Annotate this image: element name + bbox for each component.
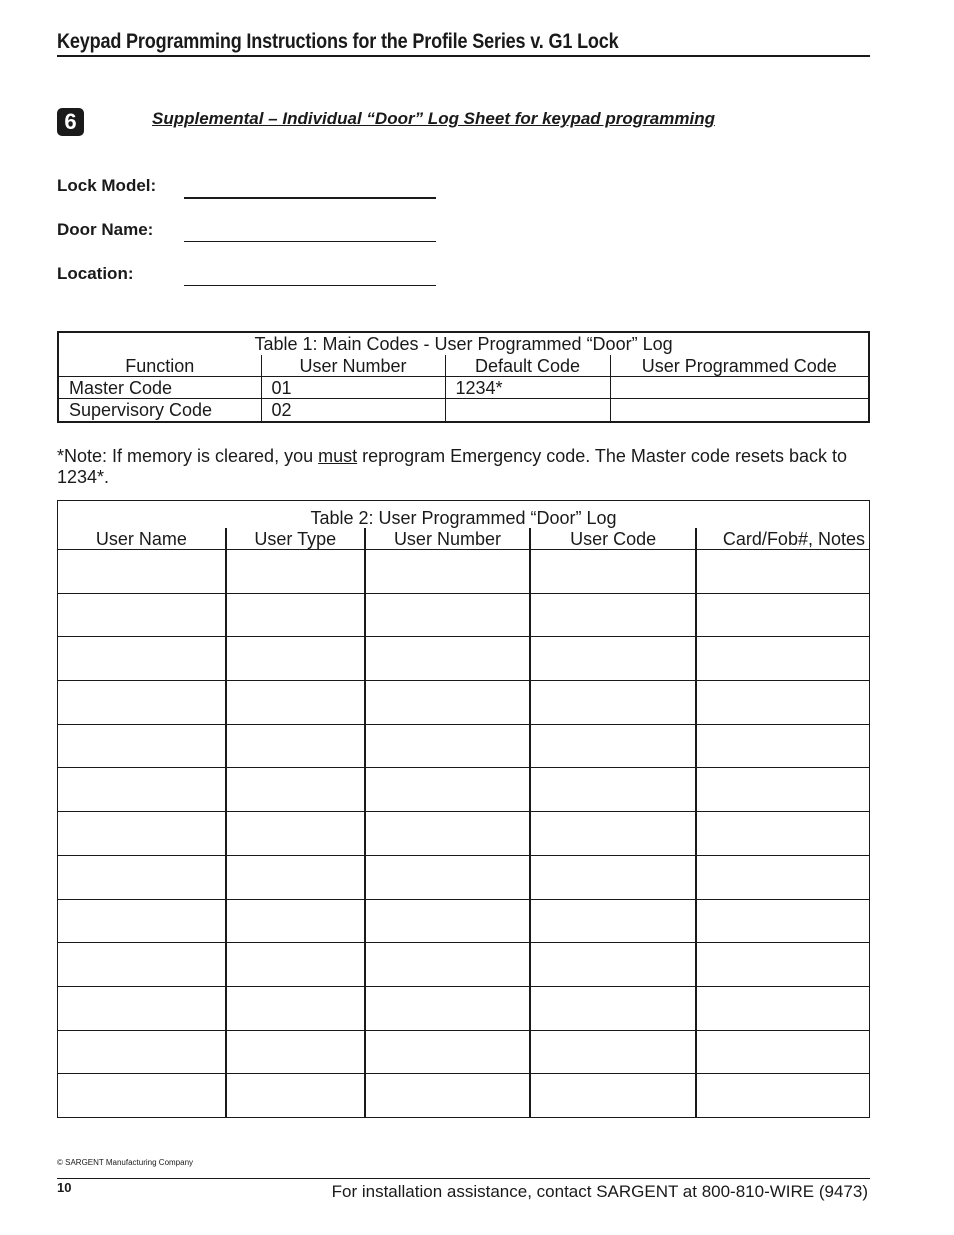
blank-log-cell [226,1030,365,1074]
footer-contact: For installation assistance, contact SARGENT at 800-810-WIRE (9473) [331,1182,868,1201]
location-line [184,285,436,286]
blank-log-cell [226,768,365,812]
blank-log-row [58,593,870,637]
blank-log-cell [58,681,226,725]
blank-log-cell [226,986,365,1030]
blank-log-row [58,550,870,594]
copyright-notice: © SARGENT Manufacturing Company [57,1158,194,1167]
blank-log-cell [226,899,365,943]
step-number-badge: 6 [57,108,84,136]
table-header-row [58,528,870,550]
blank-log-cell [696,855,869,899]
blank-log-cell [226,550,365,594]
blank-log-cell [226,637,365,681]
table-cell [610,377,869,399]
column-header: User Code [530,528,696,550]
blank-log-cell [696,681,869,725]
main-codes-table [57,331,870,423]
memory-note [57,446,857,488]
blank-log-cell [365,593,530,637]
blank-log-row [58,1074,870,1118]
note-emphasis: must [318,446,358,466]
blank-log-cell [58,986,226,1030]
blank-log-cell [58,550,226,594]
blank-log-cell [530,768,696,812]
user-log-table [57,500,870,1118]
blank-log-cell [365,1030,530,1074]
table-caption: Table 2: User Programmed “Door” Log [310,508,617,528]
blank-log-cell [530,637,696,681]
blank-log-cell [696,768,869,812]
door-name-label: Door Name: [57,220,154,239]
blank-log-cell [696,550,869,594]
blank-log-cell [365,550,530,594]
table-cell [445,399,610,423]
blank-log-cell [530,550,696,594]
blank-log-cell [226,943,365,987]
blank-log-cell [226,1074,365,1118]
column-header: User Type [226,528,365,550]
blank-log-cell [696,1030,869,1074]
blank-log-cell [58,593,226,637]
note-prefix: *Note: If memory is cleared, you [57,446,319,466]
blank-log-cell [365,1074,530,1118]
blank-log-cell [365,899,530,943]
table-cell: Supervisory Code [58,399,261,423]
table-cell: 01 [261,377,445,399]
blank-log-cell [696,1074,869,1118]
blank-log-row [58,768,870,812]
blank-log-cell [365,681,530,725]
note-suffix: reprogram Emergency code. The Master code resets back to 1234*. [57,446,848,487]
blank-log-cell [530,724,696,768]
blank-log-cell [58,943,226,987]
blank-log-cell [58,899,226,943]
blank-log-row [58,899,870,943]
blank-log-row [58,1030,870,1074]
table-row [58,399,869,423]
blank-log-cell [530,1074,696,1118]
blank-log-cell [365,855,530,899]
table-caption: Table 1: Main Codes - User Programmed “Door” Log [254,334,673,354]
blank-log-cell [530,812,696,856]
blank-log-cell [530,593,696,637]
blank-log-cell [530,986,696,1030]
blank-log-cell [58,1030,226,1074]
lock-model-line [184,197,436,199]
blank-log-cell [58,812,226,856]
blank-log-cell [696,899,869,943]
blank-log-cell [696,637,869,681]
blank-log-cell [58,1074,226,1118]
blank-log-cell [530,899,696,943]
blank-log-cell [530,1030,696,1074]
blank-log-cell [696,943,869,987]
footer-divider [57,1178,870,1179]
blank-log-cell [696,593,869,637]
table-header-row [58,355,869,377]
page-number: 10 [57,1180,72,1195]
location-label: Location: [57,264,134,283]
blank-log-cell [696,986,869,1030]
door-name-line [184,241,436,242]
table-cell: 02 [261,399,445,423]
blank-log-cell [530,681,696,725]
blank-log-cell [58,724,226,768]
blank-log-cell [696,724,869,768]
blank-log-cell [365,768,530,812]
table-cell: 1234* [445,377,610,399]
blank-log-cell [226,855,365,899]
blank-log-cell [226,681,365,725]
blank-log-cell [58,768,226,812]
table-cell [610,399,869,423]
column-header: Default Code [445,355,610,377]
blank-log-row [58,681,870,725]
column-header: User Programmed Code [610,355,869,377]
blank-log-row [58,812,870,856]
blank-log-cell [226,812,365,856]
column-header: User Number [261,355,445,377]
blank-log-cell [226,724,365,768]
blank-log-cell [530,855,696,899]
column-header: Function [125,355,195,376]
blank-log-row [58,855,870,899]
column-header: User Number [365,528,530,550]
blank-log-cell [365,637,530,681]
table-row [58,377,869,399]
blank-log-row [58,943,870,987]
blank-log-cell [530,943,696,987]
blank-log-cell [365,986,530,1030]
column-header: User Name [95,529,187,549]
table-cell: Master Code [58,377,261,399]
section-title: Supplemental – Individual “Door” Log Sheet for keypad programming [152,109,715,128]
blank-log-cell [58,855,226,899]
column-header: Card/Fob#, Notes [696,528,869,550]
blank-log-cell [365,812,530,856]
header-divider [57,55,870,57]
blank-log-cell [365,943,530,987]
blank-log-row [58,986,870,1030]
blank-log-row [58,637,870,681]
blank-log-cell [696,812,869,856]
blank-log-cell [58,637,226,681]
page-title: Keypad Programming Instructions for the Profile Series v. G1 Lock [57,30,619,53]
lock-model-label: Lock Model: [57,176,157,195]
blank-log-row [58,724,870,768]
blank-log-cell [365,724,530,768]
blank-log-cell [226,593,365,637]
